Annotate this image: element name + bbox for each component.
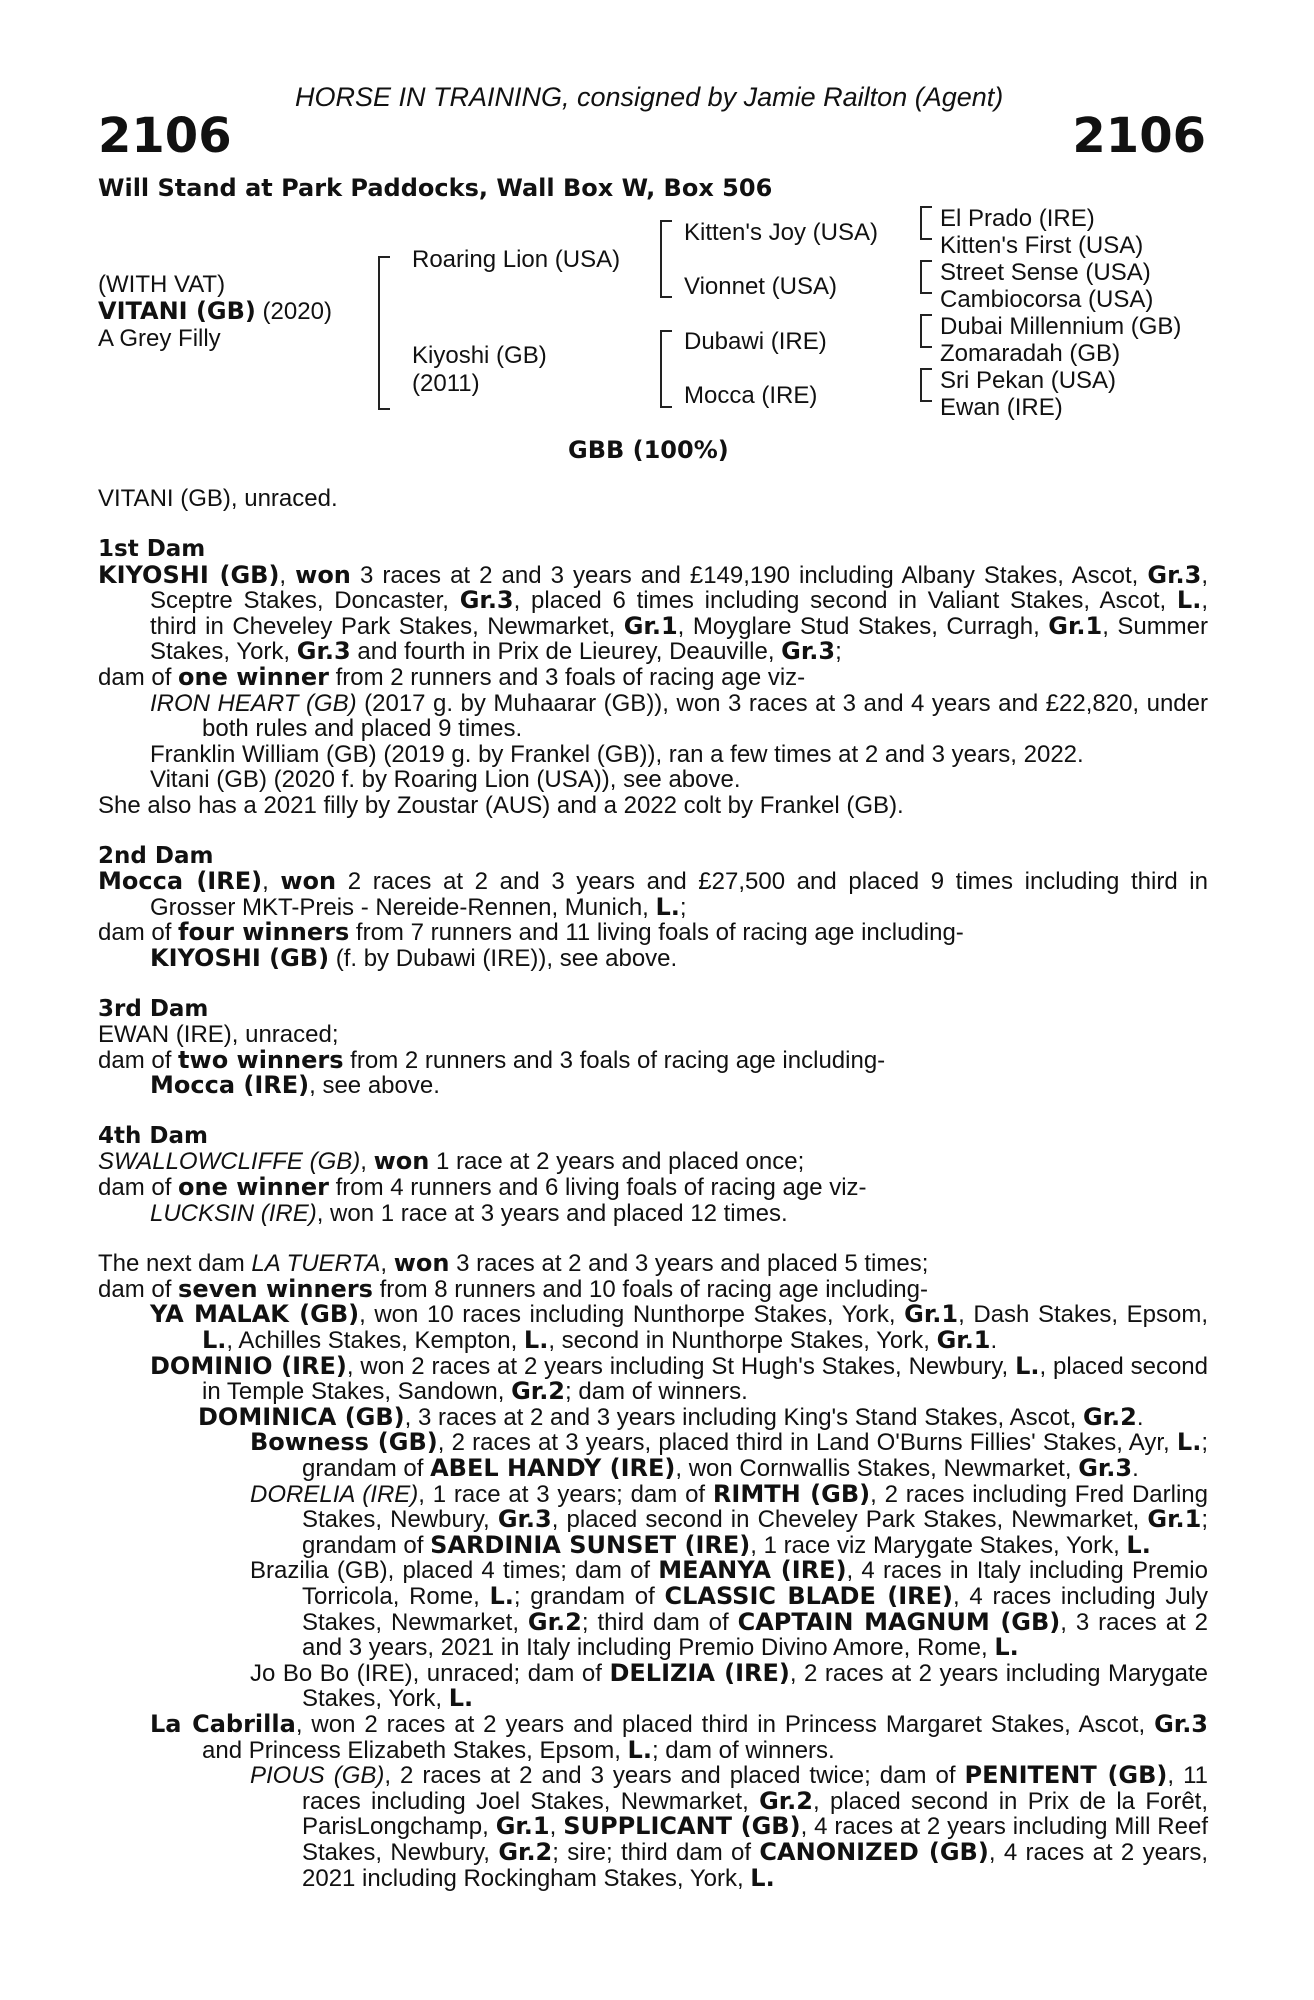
produce-pious: PIOUS (GB), 2 races at 2 and 3 years and placed twice; dam of PENITENT (GB), 11 races including Joel Stakes, Newmarket, Gr.2, placed second in Prix de la Forêt, ParisLongchamp, Gr.1, SUPPLICANT (GB), 4 races at 2 years including Mill Reef Stakes, Newbury, Gr.2; sire; third dam of CANONIZED (GB), 4 races at 2 years, 2021 including Rockingham Stakes, York, L. <box>250 1761 1209 1892</box>
section-heading-2nd-dam: 2nd Dam <box>98 842 214 869</box>
dam1-produce-summary: dam of one winner from 2 runners and 3 foals of racing age viz- <box>98 662 806 691</box>
pedigree-gen4-1: El Prado (IRE) <box>940 205 1095 232</box>
pedigree-dam-year: (2011) <box>412 370 480 397</box>
breeding-code: GBB (100%) <box>568 436 729 464</box>
produce-ya-malak: YA MALAK (GB), won 10 races including Nunthorpe Stakes, York, Gr.1, Dash Stakes, Epsom, L., Achilles Stakes, Kempton, L., second in Nunthorpe Stakes, York, Gr.1. <box>150 1300 1208 1355</box>
race-summary: VITANI (GB), unraced. <box>98 485 338 512</box>
section-heading-3rd-dam: 3rd Dam <box>98 995 209 1022</box>
pedigree-gen3-4: Mocca (IRE) <box>684 382 818 409</box>
produce-bowness: Bowness (GB), 2 races at 3 years, placed third in Land O'Burns Fillies' Stakes, Ayr, L.; grandam of ABEL HANDY (IRE), won Cornwallis Stakes, Newmarket, Gr.3. <box>250 1428 1209 1482</box>
pedigree-bracket-g4-4 <box>920 368 932 402</box>
dam3-produce-summary: dam of two winners from 2 runners and 3 foals of racing age including- <box>98 1045 886 1074</box>
dam4-record: SWALLOWCLIFFE (GB), won 1 race at 2 years and placed once; <box>98 1147 805 1176</box>
pedigree-bracket-gen1 <box>378 256 390 410</box>
consignor-line: HORSE IN TRAINING, consigned by Jamie Railton (Agent) <box>295 82 1004 112</box>
dam1-produce-2: Franklin William (GB) (2019 g. by Frankel (GB)), ran a few times at 2 and 3 years, 2022. <box>150 740 1084 768</box>
dam2-produce-summary: dam of four winners from 7 runners and 11 living foals of racing age including- <box>98 918 964 947</box>
pedigree-gen4-5: Dubai Millennium (GB) <box>940 313 1182 340</box>
pedigree-bracket-g4-1 <box>920 206 932 240</box>
dam3-record: EWAN (IRE), unraced; <box>98 1021 339 1049</box>
pedigree-gen4-2: Kitten's First (USA) <box>940 232 1144 259</box>
dam4-produce-1: LUCKSIN (IRE), won 1 race at 3 years and placed 12 times. <box>150 1199 788 1227</box>
produce-dominio: DOMINIO (IRE), won 2 races at 2 years including St Hugh's Stakes, Newbury, L., placed second in Temple Stakes, Sandown, Gr.2; dam of winners. <box>150 1351 1209 1406</box>
pedigree-gen3-2: Vionnet (USA) <box>684 273 837 300</box>
pedigree-gen4-6: Zomaradah (GB) <box>940 340 1121 367</box>
horse-year: (2020) <box>255 298 332 325</box>
dam4-produce-summary: dam of one winner from 4 runners and 6 living foals of racing age viz- <box>98 1173 867 1202</box>
horse-name: VITANI (GB) <box>98 297 256 325</box>
pedigree-bracket-g4-3 <box>920 314 932 348</box>
pedigree-gen4-4: Cambiocorsa (USA) <box>940 286 1154 313</box>
produce-jo-bo-bo: Jo Bo Bo (IRE), unraced; dam of DELIZIA (IRE), 2 races at 2 years including Marygate Stakes, York, L. <box>250 1658 1209 1713</box>
catalogue-body <box>98 537 1208 1891</box>
pedigree-bracket-g4-2 <box>920 260 932 294</box>
pedigree-gen4-7: Sri Pekan (USA) <box>940 367 1117 394</box>
dam2-record: Mocca (IRE), won 2 races at 2 and 3 years and £27,500 and placed 9 times including third in Grosser MKT-Preis - Nereide-Rennen, Munich, L.; <box>98 867 1208 921</box>
produce-brazilia: Brazilia (GB), placed 4 times; dam of MEANYA (IRE), 4 races in Italy including Premio Torricola, Rome, L.; grandam of CLASSIC BLADE (IRE), 4 races including July Stakes, Newmarket, Gr.2; third dam of CAPTAIN MAGNUM (GB), 3 races at 2 and 3 years, 2021 in Italy including Premio Divino Amore, Rome, L. <box>250 1556 1208 1662</box>
pedigree-gen4-3: Street Sense (USA) <box>940 259 1151 286</box>
pedigree-gen4-8: Ewan (IRE) <box>940 394 1063 421</box>
dam1-record: KIYOSHI (GB), won 3 races at 2 and 3 years and £149,190 including Albany Stakes, Ascot, Gr.3, Sceptre Stakes, Doncaster, Gr.3, placed 6 times including second in Valiant Stakes, Ascot, L., third in Cheveley Park Stakes, Newmarket, Gr.1, Moyglare Stud Stakes, Curragh, Gr.1, Summer Stakes, York, Gr.3 and fourth in Prix de Lieurey, Deauville, Gr.3; <box>98 560 1209 666</box>
horse-description: A Grey Filly <box>98 325 221 352</box>
lot-number-left: 2106 <box>98 108 232 164</box>
pedigree-sire: Roaring Lion (USA) <box>412 246 621 273</box>
dam1-produce-3: Vitani (GB) (2020 f. by Roaring Lion (USA)), see above. <box>150 766 741 794</box>
pedigree-bracket-dam <box>660 330 672 408</box>
section-heading-1st-dam: 1st Dam <box>98 536 206 562</box>
dam2-produce-1: KIYOSHI (GB) (f. by Dubawi (IRE)), see above. <box>150 943 678 972</box>
pedigree-gen3-1: Kitten's Joy (USA) <box>684 219 878 246</box>
dam1-other-produce: She also has a 2021 filly by Zoustar (AUS) and a 2022 colt by Frankel (GB). <box>98 791 904 819</box>
next-dam-produce-summary: dam of seven winners from 8 runners and 10 foals of racing age including- <box>98 1274 928 1303</box>
horse-name-line <box>98 297 332 326</box>
stand-location: Will Stand at Park Paddocks, Wall Box W, Box 506 <box>98 174 773 202</box>
lot-number-right: 2106 <box>1072 108 1206 164</box>
pedigree-gen3-3: Dubawi (IRE) <box>684 328 827 355</box>
produce-dorelia: DORELIA (IRE), 1 race at 3 years; dam of RIMTH (GB), 2 races including Fred Darling Stakes, Newbury, Gr.3, placed second in Cheveley Park Stakes, Newmarket, Gr.1; grandam of SARDINIA SUNSET (IRE), 1 race viz Marygate Stakes, York, L. <box>250 1479 1208 1559</box>
produce-la-cabrilla: La Cabrilla, won 2 races at 2 years and placed third in Princess Margaret Stakes, Ascot, Gr.3 and Princess Elizabeth Stakes, Epsom, L.; dam of winners. <box>150 1709 1209 1764</box>
produce-dominica: DOMINICA (GB), 3 races at 2 and 3 years including King's Stand Stakes, Ascot, Gr.2. <box>198 1402 1144 1431</box>
pedigree-bracket-sire <box>660 220 672 298</box>
vat-note: (WITH VAT) <box>98 271 226 298</box>
pedigree-dam: Kiyoshi (GB) <box>412 342 547 369</box>
next-dam-record: The next dam LA TUERTA, won 3 races at 2 and 3 years and placed 5 times; <box>98 1249 929 1278</box>
dam1-produce-1: IRON HEART (GB) (2017 g. by Muhaarar (GB)), won 3 races at 3 and 4 years and £22,820, under both rules and placed 9 times. <box>150 689 1208 743</box>
dam3-produce-1: Mocca (IRE), see above. <box>150 1071 440 1100</box>
section-heading-4th-dam: 4th Dam <box>98 1122 208 1149</box>
